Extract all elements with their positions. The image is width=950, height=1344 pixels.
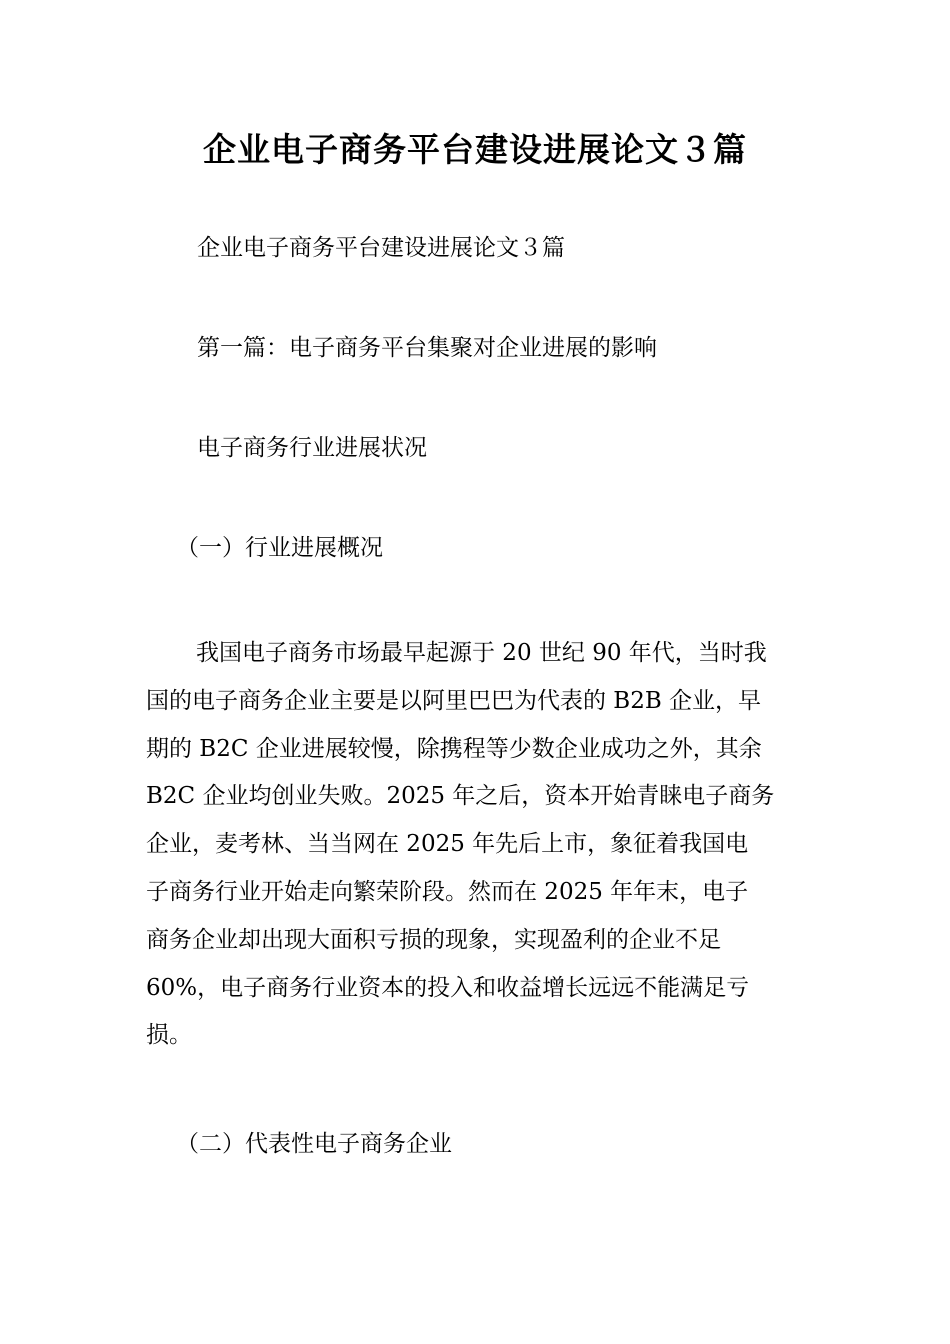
body-paragraph bbox=[146, 630, 806, 1060]
paragraph-line: 期的 B2C 企业进展较慢，除携程等少数企业成功之外，其余 bbox=[146, 735, 762, 762]
paragraph-line: 企业，麦考林、当当网在 2025 年先后上市，象征着我国电 bbox=[146, 831, 749, 858]
paragraph-line: B2C 企业均创业失败。2025 年之后，资本开始青睐电子商务 bbox=[146, 783, 775, 810]
paragraph-line: 损。 bbox=[146, 1022, 192, 1049]
paragraph-line: 我国电子商务市场最早起源于 20 世纪 90 年代，当时我 bbox=[196, 640, 767, 666]
paragraph-line: 子商务行业开始走向繁荣阶段。然而在 2025 年年末，电子 bbox=[146, 878, 749, 905]
section-heading: 电子商务行业进展状况 bbox=[197, 435, 427, 461]
paragraph-line: 国的电子商务企业主要是以阿里巴巴为代表的 B2B 企业，早 bbox=[146, 687, 762, 714]
paragraph-line: 商务企业却出现大面积亏损的现象，实现盈利的企业不足 bbox=[146, 926, 721, 953]
part-heading: 第一篇：电子商务平台集聚对企业进展的影响 bbox=[197, 335, 657, 361]
paragraph-line: 60%，电子商务行业资本的投入和收益增长远远不能满足亏 bbox=[146, 974, 750, 1001]
document-title: 企业电子商务平台建设进展论文３篇 bbox=[203, 130, 747, 169]
subsection-heading-1: （一）行业进展概况 bbox=[176, 535, 383, 561]
document-subtitle: 企业电子商务平台建设进展论文３篇 bbox=[197, 235, 565, 261]
subsection-heading-2: （二）代表性电子商务企业 bbox=[176, 1131, 452, 1157]
